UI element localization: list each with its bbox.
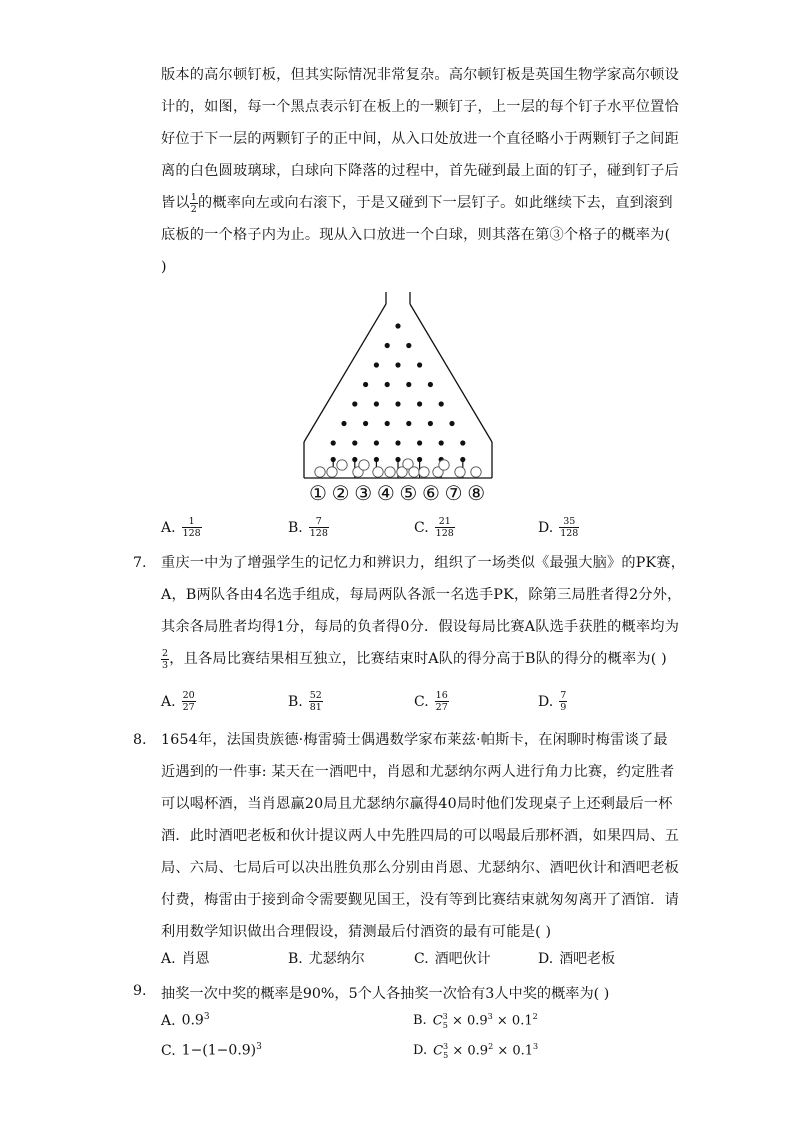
q8-option-b[interactable]: B. 尤瑟纳尔 (288, 951, 365, 967)
white-ball (337, 460, 347, 470)
white-ball (373, 467, 383, 477)
peg (460, 440, 465, 445)
peg (406, 343, 411, 348)
galton-board-figure (298, 292, 498, 507)
peg (385, 343, 390, 348)
q6-line-2: 计的，如图，每一个黑点表示钉在板上的一颗钉子，上一层的每个钉子水平位置恰 (161, 99, 679, 115)
q7-line-1: 重庆一中为了增强学生的记忆力和辨识力，组织了一场类似《最强大脑》的PK赛， (161, 555, 686, 571)
peg (374, 362, 379, 367)
q7-line-3: 其余各局胜者均得1分，每局的负者得0分．假设每局比赛A队选手获胜的概率均为 (161, 619, 680, 635)
slot-label: ④ (376, 481, 395, 505)
q6-line-6: 底板的一个格子内为止。现从入口放进一个白球，则其落在第③个格子的概率为( (161, 227, 671, 243)
q6-line-5: 皆以 $\frac{1}{2}$ 的概率向左或向右滚下，于是又碰到下一层钉子。如此继续下去，直到滚到 (161, 191, 673, 215)
white-ball (327, 467, 337, 477)
peg (385, 382, 390, 387)
peg (406, 382, 411, 387)
white-ball (471, 467, 481, 477)
slot-label: ① (309, 481, 327, 505)
q9-option-d[interactable]: D. $C^3_5 \times 0.9^2 \times 0.1^3$ (413, 1042, 539, 1060)
peg (352, 401, 357, 406)
peg (417, 362, 422, 367)
slot-label: ⑦ (444, 481, 463, 505)
peg (331, 440, 336, 445)
white-ball (385, 467, 395, 477)
white-ball (455, 467, 465, 477)
q8-line-6: 付费，梅雷由于接到命令需要觐见国王，没有等到比赛结束就匆匆离开了酒馆．请 (161, 892, 679, 908)
q8-number: 8. (133, 732, 147, 748)
q9-option-a[interactable]: A. $0.9^3$ (161, 1012, 210, 1029)
peg (417, 440, 422, 445)
q6-option-a[interactable]: A. $\frac{1}{128}$ (161, 516, 201, 539)
peg (352, 440, 357, 445)
q7-number: 7. (133, 555, 147, 571)
q8-line-7: 利用数学知识做出合理假设，猜测最后付酒资的最有可能是( ) (161, 924, 552, 940)
peg (428, 421, 433, 426)
peg (428, 382, 433, 387)
peg (363, 421, 368, 426)
q6-option-b[interactable]: B. $\frac{7}{128}$ (288, 516, 328, 539)
q7-option-b[interactable]: B. $\frac{52}{81}$ (288, 690, 322, 713)
q6-line-3: 好位于下一层的两颗钉子的正中间，从入口处放进一个直径略小于两颗钉子之间距 (161, 131, 679, 147)
q8-option-a[interactable]: A. 肖恩 (161, 951, 210, 967)
white-ball (439, 460, 449, 470)
two-thirds-fraction: $\frac{2}{3}$ (162, 647, 169, 671)
white-ball (359, 460, 369, 470)
slot-label: ② (331, 481, 350, 505)
white-ball (409, 467, 419, 477)
peg (374, 440, 379, 445)
white-ball (315, 467, 325, 477)
q9-number: 9. (133, 983, 147, 999)
peg (439, 440, 444, 445)
q8-option-d[interactable]: D. 酒吧老板 (538, 951, 616, 967)
q8-line-3: 可以喝杯酒，当肖恩赢20局且尤瑟纳尔赢得40局时他们发现桌子上还剩最后一杯 (161, 796, 673, 812)
peg (363, 382, 368, 387)
q9-option-c[interactable]: C. $1-(1-0.9)^3$ (161, 1042, 262, 1059)
half-fraction: $\frac{1}{2}$ (190, 191, 198, 215)
q9-stem: 抽奖一次中奖的概率是90%，5个人各抽奖一次恰有3人中奖的概率为( ) (161, 986, 610, 1002)
q6-option-d[interactable]: D. $\frac{35}{128}$ (538, 516, 579, 539)
peg (341, 421, 346, 426)
q6-line-1: 版本的高尔顿钉板，但其实际情况非常复杂。高尔顿钉板是英国生物学家高尔顿设 (161, 67, 679, 83)
q7-option-d[interactable]: D. $\frac{7}{9}$ (538, 690, 567, 713)
q9-option-b[interactable]: B. $C^3_5 \times 0.9^3 \times 0.1^2$ (413, 1012, 538, 1030)
slot-label: ⑥ (422, 481, 440, 505)
slot-label: ⑧ (467, 481, 486, 505)
q8-line-4: 酒．此时酒吧老板和伙计提议两人中先胜四局的可以喝最后那杯酒，如果四局、五 (161, 828, 679, 844)
q8-line-2: 近遇到的一件事: 某天在一酒吧中，肖恩和尤瑟纳尔两人进行角力比赛，约定胜者 (161, 764, 675, 780)
q6-line-4: 离的白色圆玻璃球，白球向下降落的过程中，首先碰到最上面的钉子，碰到钉子后 (161, 163, 679, 179)
q8-line-5: 局、六局、七局后可以决出胜负那么分别由肖恩、尤瑟纳尔、酒吧伙计和酒吧老板 (161, 860, 679, 876)
peg (449, 421, 454, 426)
q7-option-c[interactable]: C. $\frac{16}{27}$ (414, 690, 448, 713)
peg (406, 421, 411, 426)
q6-line-7: ) (161, 259, 167, 275)
q8-line-1: 1654年，法国贵族德·梅雷骑士偶遇数学家布莱兹·帕斯卡，在闲聊时梅雷谈了最 (161, 732, 668, 748)
q7-line-4: $\frac{2}{3}$ ，且各局比赛结果相互独立，比赛结束时A队的得分高于B队的得分的概率为( ) (162, 647, 667, 671)
peg (395, 323, 400, 328)
q6-option-c[interactable]: C. $\frac{21}{128}$ (414, 516, 454, 539)
white-ball (419, 467, 429, 477)
peg (385, 421, 390, 426)
q7-stem (161, 547, 686, 675)
peg (395, 401, 400, 406)
peg (395, 362, 400, 367)
slot-label: ⑤ (399, 481, 418, 505)
q7-option-a[interactable]: A. $\frac{20}{27}$ (161, 690, 195, 713)
slot-label: ③ (354, 481, 373, 505)
peg (374, 401, 379, 406)
q6-stem (161, 59, 679, 283)
q8-stem (161, 724, 679, 948)
q7-line-2: A，B两队各由4名选手组成，每局两队各派一名选手PK，除第三局胜者得2分外， (161, 587, 682, 603)
peg (395, 440, 400, 445)
peg (417, 401, 422, 406)
q8-option-c[interactable]: C. 酒吧伙计 (414, 951, 491, 967)
peg (439, 401, 444, 406)
